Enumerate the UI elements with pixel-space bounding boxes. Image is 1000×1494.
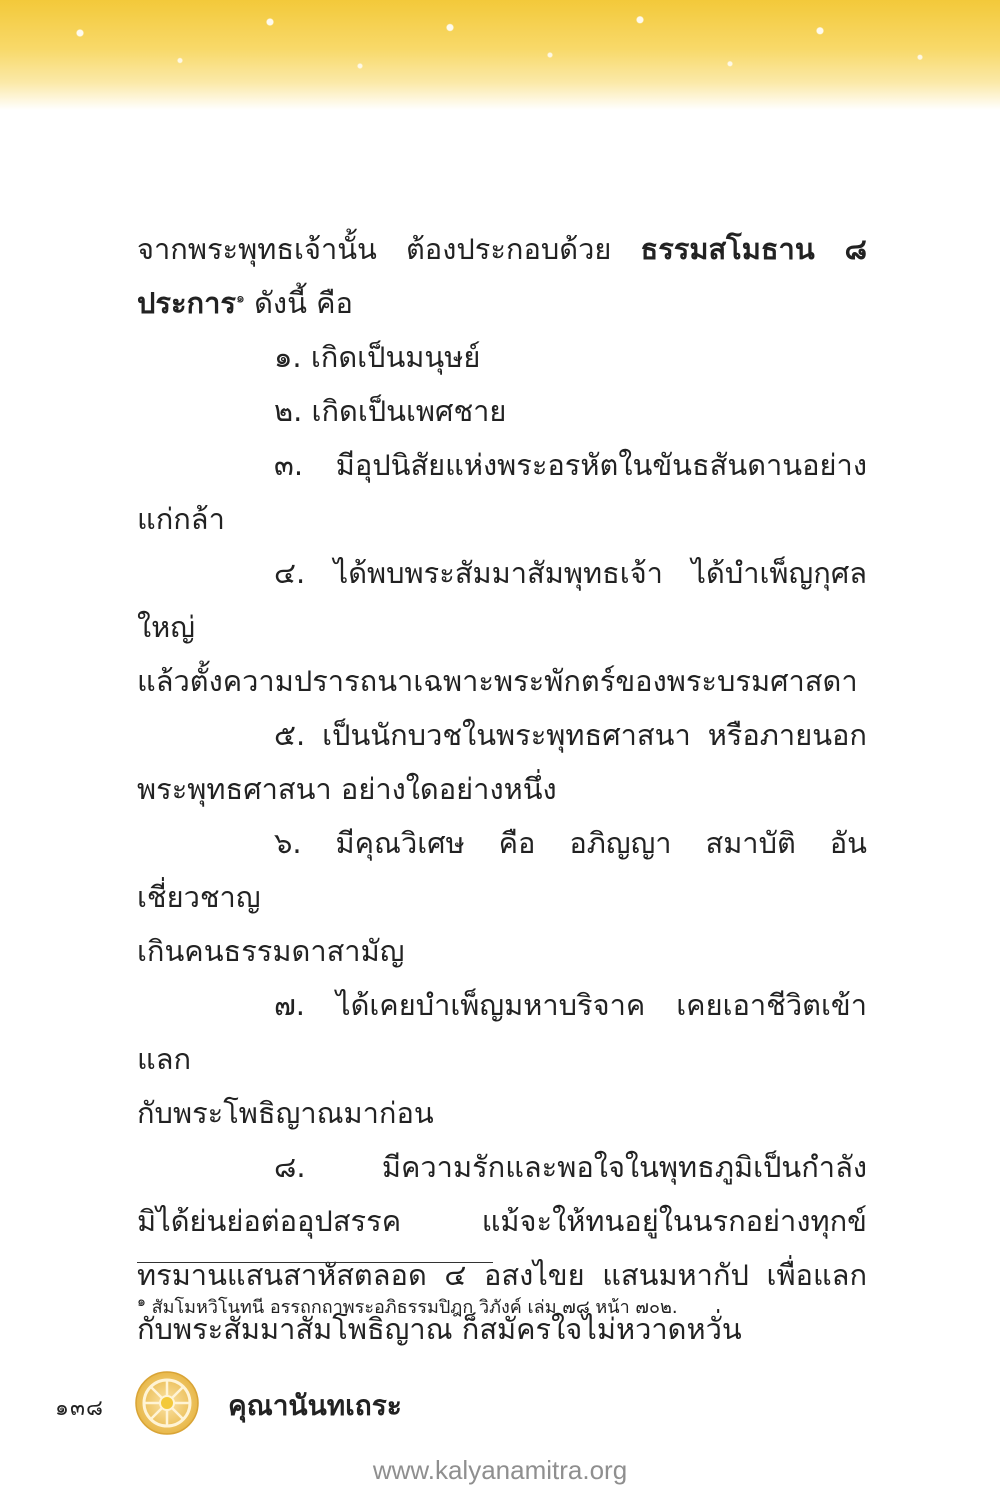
- footnote: [137, 1295, 897, 1321]
- list-item-7: ๗. ได้เคยบำเพ็ญมหาบริจาค เคยเอาชีวิตเข้าแลก: [137, 988, 867, 1076]
- list-item-3-cont: แก่กล้า: [137, 502, 225, 536]
- list-item-4: ๔. ได้พบพระสัมมาสัมพุทธเจ้า ได้บำเพ็ญกุศลใหญ่: [137, 556, 867, 644]
- list-item-8-line-2: มิได้ย่นย่อต่ออุปสรรค แม้จะให้ทนอยู่ในนรกอย่างทุกข์: [137, 1204, 867, 1238]
- footnote-marker: ๑: [137, 1294, 146, 1310]
- list-item-7-cont: กับพระโพธิญาณมาก่อน: [137, 1096, 434, 1130]
- page-footer: [0, 1370, 1000, 1440]
- list-item-4-cont: แล้วตั้งความปรารถนาเฉพาะพระพักตร์ของพระบรมศาสดา: [137, 664, 858, 698]
- list-item-6: ๖. มีคุณวิเศษ คือ อภิญญา สมาบัติ อันเชี่ยวชาญ: [137, 826, 867, 914]
- website-url: www.kalyanamitra.org: [372, 1455, 628, 1485]
- footnote-divider: [137, 1262, 493, 1263]
- intro-line-2: ประการ$^๑$ ดังนี้ คือ: [137, 286, 353, 320]
- list-item-8-line-4: กับพระสัมมาสัมโพธิญาณ ก็สมัครใจไม่หวาดหวั่น: [137, 1312, 742, 1346]
- main-text: [137, 222, 867, 1356]
- dharma-wheel-icon: [134, 1370, 200, 1436]
- list-item-1: ๑. เกิดเป็นมนุษย์: [274, 340, 481, 374]
- footnote-text: สัมโมหวิโนทนี อรรถกถาพระอภิธรรมปิฎก วิภังค์ เล่ม ๗๘ หน้า ๗๐๒.: [151, 1297, 678, 1318]
- page-number: ๑๓๘: [55, 1396, 104, 1421]
- list-item-6-cont: เกินคนธรรมดาสามัญ: [137, 934, 405, 968]
- bold-term: ธรรมสโมธาน ๘: [640, 232, 867, 266]
- list-item-5-cont: พระพุทธศาสนา อย่างใดอย่างหนึ่ง: [137, 772, 557, 806]
- intro-line-1: จากพระพุทธเจ้านั้น ต้องประกอบด้วย ธรรมสโมธาน ๘: [137, 232, 867, 266]
- footnote-ref: ๑: [235, 290, 245, 307]
- book-title: คุณานันทเถระ: [228, 1389, 402, 1422]
- list-item-3: ๓. มีอุปนิสัยแห่งพระอรหัตในขันธสันดานอย่าง: [274, 448, 867, 482]
- list-item-8: ๘. มีความรักและพอใจในพุทธภูมิเป็นกำลัง: [274, 1150, 867, 1184]
- list-item-5: ๕. เป็นนักบวชในพระพุทธศาสนา หรือภายนอก: [274, 718, 867, 752]
- list-item-8-line-3: ทรมานแสนสาหัสตลอด ๔ อสงไขย แสนมหากัป เพื่อแลก: [137, 1258, 867, 1292]
- decorative-gold-banner: [0, 0, 1000, 110]
- list-item-2: ๒. เกิดเป็นเพศชาย: [274, 394, 507, 428]
